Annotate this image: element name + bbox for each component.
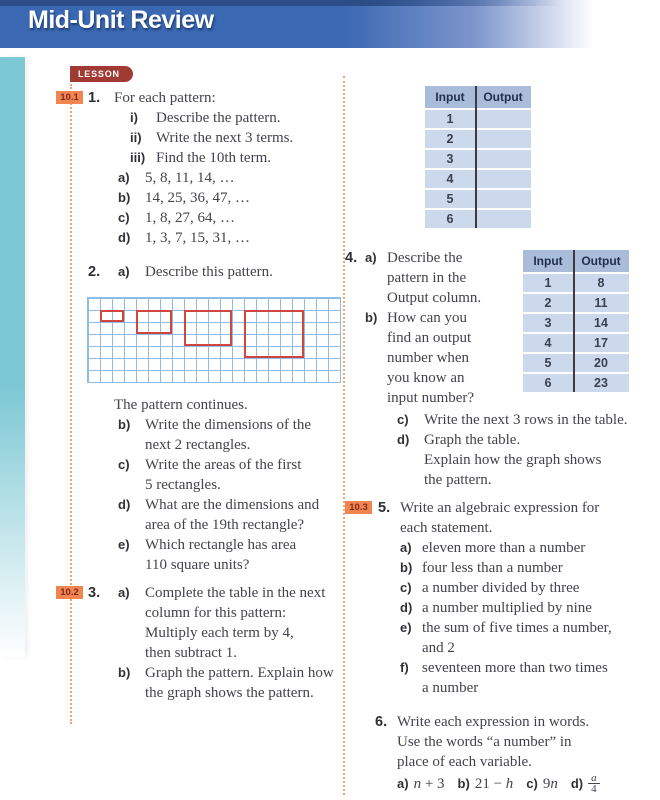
problem-2-number: 2. [88,264,101,280]
lesson-tag-10-2: 10.2 [56,586,83,599]
problem-5-item-c: c) a number divided by three [400,580,580,596]
problem-4-item-c: c) Write the next 3 rows in the table. [397,412,628,428]
problem-2-item-e: e) Which rectangle has area 110 square units? [118,537,297,573]
table-row: 4 [425,170,531,188]
left-column [56,88,342,703]
problem-5-item-d: d) a number multiplied by nine [400,600,592,616]
table-row: 2 [425,130,531,148]
problem-3-item-a: a) Complete the table in the next column for this pattern: Multiply each term by 4, then subtract 1. [118,585,326,661]
table-row: 6 [425,210,531,228]
io-table-blank [425,86,531,228]
problem-2-item-a: a) Describe this pattern. [118,264,273,280]
problem-1-item-d: d) 1, 3, 7, 15, 31, … [118,230,250,246]
problem-3 [56,583,342,703]
problem-5-item-f: f) seventeen more than two times a number [400,660,608,696]
table-row: 1 8 [523,274,629,292]
expression-c: 9n [542,776,558,792]
problem-1-intro: For each pattern: [114,90,216,106]
problem-2-continued [56,395,342,575]
problem-5-item-a: a) eleven more than a number [400,540,586,556]
lesson-tag-10-3: 10.3 [345,501,372,514]
problem-5-number: 5. [378,500,391,516]
pattern-rectangle [136,310,172,334]
problem-6-expressions: a) n + 3 b) 21 − h c) 9n d) $\frac{a}{4}$ [397,772,645,794]
problem-5: 10.3 5. Write an algebraic expression for each statement. a) eleven more than a number b) four less than a number c) a number divided by three d) a number multiplied by nine e) the sum of five times a number, and 2 f) seventeen more than two times a number [345,498,645,698]
problem-1-item-c: c) 1, 8, 27, 64, … [118,210,235,226]
grid-figure [87,297,341,383]
problem-4-item-a: a) Describe the pattern in the Output column. [365,250,482,306]
problem-1-sub-i: i) Describe the pattern. [130,110,281,126]
table-column-divider [475,86,477,228]
table-row: 3 [425,150,531,168]
problem-1-sub-iii: iii) Find the 10th term. [130,150,271,166]
problem-5-item-b: b) four less than a number [400,560,563,576]
problem-1-number: 1. [88,90,101,106]
pattern-rectangle [100,310,124,322]
problem-6-number: 6. [375,714,388,730]
io-table-blank-header: Input Output [425,86,531,108]
table-row: 5 [425,190,531,208]
expression-d-fraction: $\frac{a}{4}$ [588,773,600,794]
problem-1-item-a: a) 5, 8, 11, 14, … [118,170,235,186]
right-column [345,84,645,800]
problem-4-item-d: d) Graph the table. Explain how the graph shows the pattern. [397,432,602,488]
problem-1 [56,88,342,248]
problem-4 [345,248,523,408]
table-row: 3 14 [523,314,629,332]
problem-1-sub-ii: ii) Write the next 3 terms. [130,130,294,146]
problem-3-item-b: b) Graph the pattern. Explain how the graph shows the pattern. [118,665,334,701]
problem-5-item-e: e) the sum of five times a number, and 2 [400,620,612,656]
problem-1-item-b: b) 14, 25, 36, 47, … [118,190,250,206]
pattern-rectangle [244,310,304,358]
problem-4-cd [393,410,645,490]
problem-2 [56,262,342,282]
table-row: 1 [425,110,531,128]
io-table-filled [523,250,629,392]
table-row: 4 17 [523,334,629,352]
problem-4-item-b: b) How can you find an output number when you know an input number? [365,310,475,406]
expression-b: 21 − h [474,776,514,792]
table-row: 2 11 [523,294,629,312]
expression-a: n + 3 [413,776,445,792]
problem-2-item-d: d) What are the dimensions and area of the 19th rectangle? [118,497,320,533]
lesson-badge: LESSON [70,66,133,82]
io-table-filled-header: Input Output [523,250,629,272]
problem-2-continues-text: The pattern continues. [114,397,248,413]
pattern-rectangle [184,310,232,346]
table-row: 5 20 [523,354,629,372]
lesson-tag-10-1: 10.1 [56,91,83,104]
problem-2-item-b: b) Write the dimensions of the next 2 rectangles. [118,417,312,453]
page-header-band [0,0,660,48]
problem-2-item-c: c) Write the areas of the first 5 rectangles. [118,457,302,493]
table-row: 6 23 [523,374,629,392]
table-column-divider [573,250,575,392]
left-margin-strip [0,57,25,657]
problem-6: 6. Write each expression in words. Use the words “a number” in place of each variable. a) n + 3 b) 21 − h c) 9n d) $\frac{a}{4}$ [345,712,645,794]
problem-4-number: 4. [345,250,358,266]
page-title: Mid-Unit Review [28,6,214,34]
problem-3-number: 3. [88,585,101,601]
